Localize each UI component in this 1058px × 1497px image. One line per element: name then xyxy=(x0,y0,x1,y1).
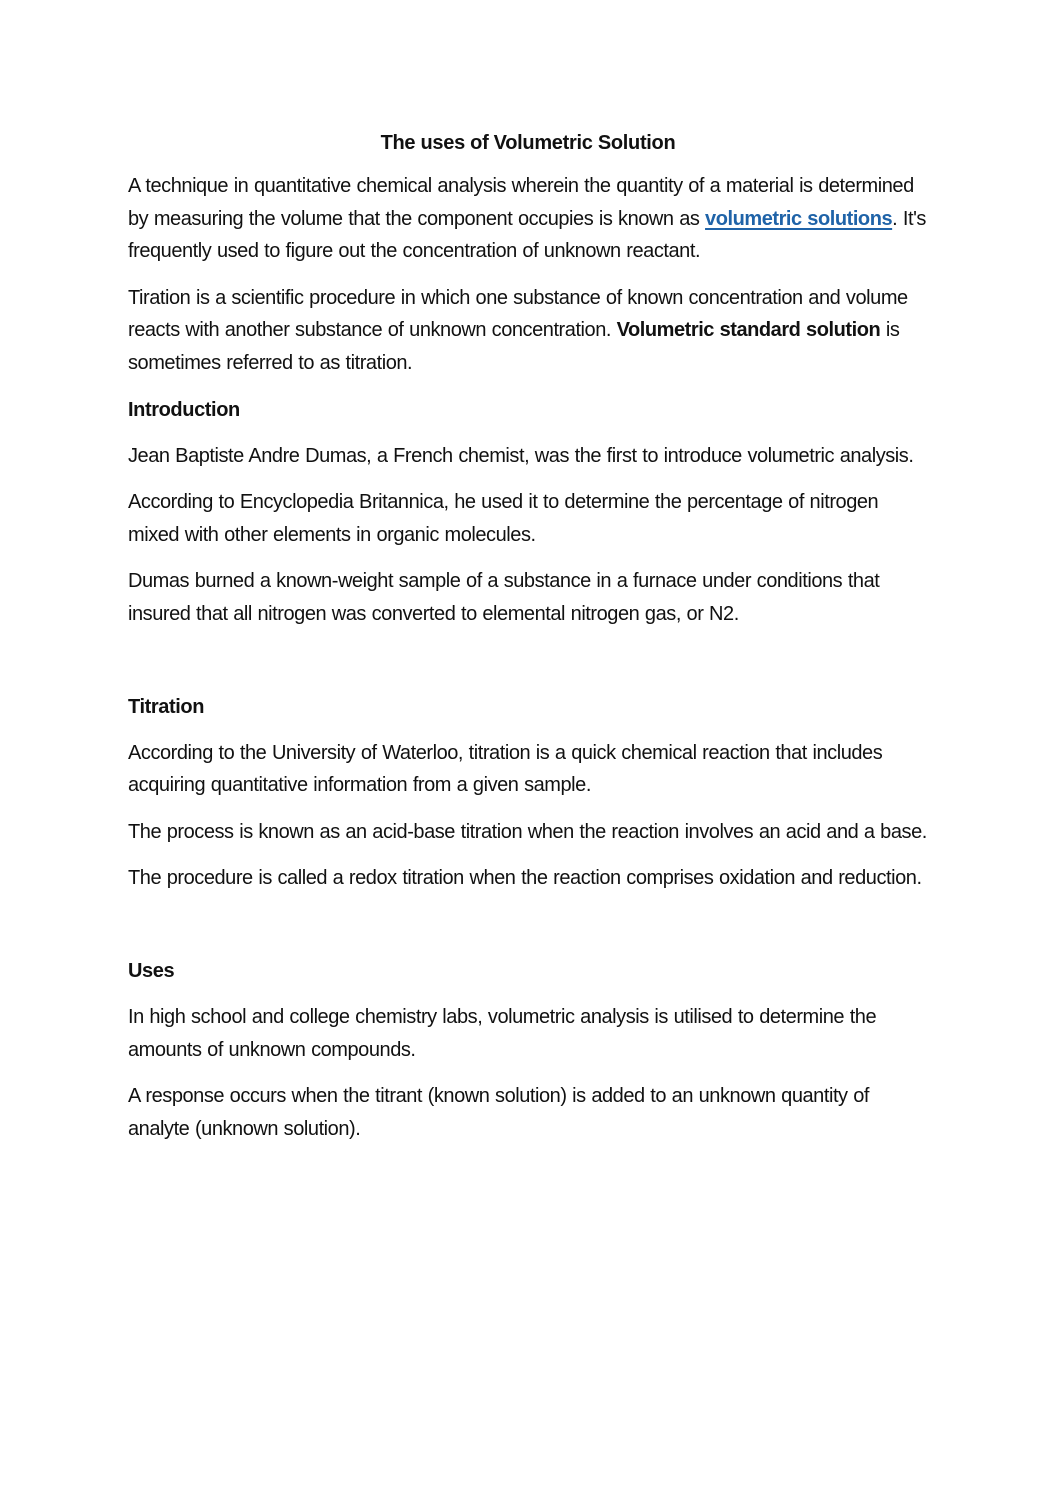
titration-paragraph: The process is known as an acid-base titration when the reaction involves an acid and a base. xyxy=(128,820,927,843)
section-heading-titration: Titration xyxy=(128,695,205,718)
tiration-text-after-bold: is sometimes referred to as titration. xyxy=(128,319,900,374)
blank-line xyxy=(128,645,928,691)
introduction-paragraph: Dumas burned a known-weight sample of a substance in a furnace under conditions that insured that all nitrogen was converted to elemental nitrogen gas, or N2. xyxy=(128,570,880,625)
bold-term-volumetric-standard-solution: Volumetric standard solution xyxy=(616,319,881,342)
section-heading-introduction: Introduction xyxy=(128,398,240,421)
document-title: The uses of Volumetric Solution xyxy=(380,132,676,154)
tiration-paragraph xyxy=(128,282,928,380)
uses-paragraph: In high school and college chemistry labs, volumetric analysis is utilised to determine the amounts of unknown compounds. xyxy=(128,1005,877,1061)
intro-text-before-link: A technique in quantitative chemical analysis wherein the quantity of a material is determined by measuring the volume that the component occupies is known as xyxy=(128,175,914,230)
uses-paragraph: A response occurs when the titrant (known solution) is added to an unknown quantity of analyte (unknown solution). xyxy=(128,1085,869,1140)
introduction-paragraph: According to Encyclopedia Britannica, he used it to determine the percentage of nitrogen mixed with other elements in organic molecules. xyxy=(128,491,879,546)
introduction-paragraph: Jean Baptiste Andre Dumas, a French chemist, was the first to introduce volumetric analysis. xyxy=(128,444,914,467)
blank-line xyxy=(128,909,928,955)
intro-paragraph xyxy=(128,170,928,268)
section-heading-uses: Uses xyxy=(128,959,175,982)
document-page xyxy=(128,128,928,1159)
titration-paragraph: The procedure is called a redox titration when the reaction comprises oxidation and reduction. xyxy=(128,867,922,890)
volumetric-solutions-link[interactable]: volumetric solutions xyxy=(705,207,893,230)
titration-paragraph: According to the University of Waterloo, titration is a quick chemical reaction that includes acquiring quantitative information from a given sample. xyxy=(128,741,883,797)
intro-text-after-link: . It's frequently used to figure out the concentration of unknown reactant. xyxy=(128,207,926,263)
tiration-text-before-bold: Tiration is a scientific procedure in which one substance of known concentration and volume reacts with another substance of unknown concentration. xyxy=(128,286,908,342)
